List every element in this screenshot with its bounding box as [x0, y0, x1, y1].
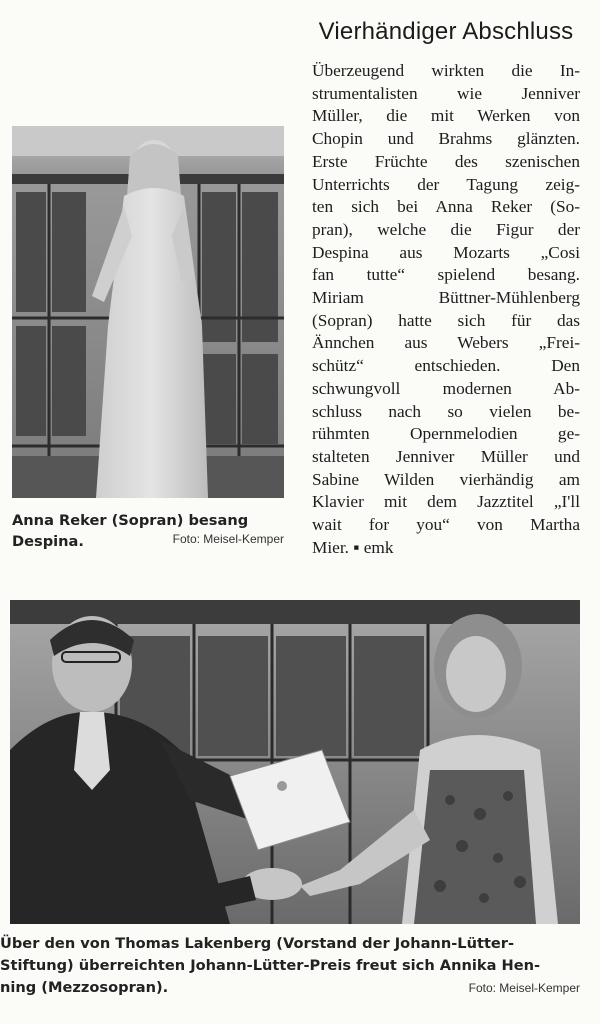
article-line: Überzeugend wirkten die In- [312, 61, 580, 80]
article-headline: Vierhändiger Abschluss [318, 18, 574, 45]
caption-line: Stiftung) überreichten Johann-Lütter-Preis freut sich Annika Hen- [0, 957, 541, 974]
article-body [312, 60, 580, 559]
article-line: Müller, die mit Werken von [312, 106, 580, 126]
article-line: fan tutte“ spielend besang. [312, 265, 580, 285]
article-line: pran), welche die Figur der [312, 219, 580, 239]
article-line: Despina aus Mozarts „Cosi [312, 242, 580, 262]
article-line: wait for you“ von Martha [312, 515, 580, 535]
caption-line: Despina. [12, 533, 84, 550]
caption-line: Anna Reker (Sopran) besang [12, 512, 249, 529]
article-line: Miriam Büttner-Mühlenberg [312, 288, 580, 308]
caption-line: Über den von Thomas Lakenberg (Vorstand der Johann-Lütter- [0, 935, 515, 952]
article-line: Klavier mit dem Jazztitel „I'll [312, 492, 580, 512]
article-line: rühmten Opernmelodien ge- [312, 424, 580, 444]
singer-photo [12, 126, 284, 498]
article-line: Mier. ▪ emk [312, 537, 394, 557]
article-line: (Sopran) hatte sich für das [312, 310, 580, 330]
photo-credit: Foto: Meisel-Kemper [172, 532, 284, 546]
article-line: ten sich bei Anna Reker (So- [312, 197, 580, 217]
award-photo [10, 600, 580, 924]
article-line: Chopin und Brahms glänzten. [312, 129, 580, 149]
article-line: strumentalisten wie Jenniver [312, 83, 580, 103]
article-line: Unterrichts der Tagung zeig- [312, 174, 580, 194]
caption-line: ning (Mezzosopran). [0, 979, 169, 996]
article-line: Ännchen aus Webers „Frei- [312, 333, 580, 353]
photo-credit: Foto: Meisel-Kemper [468, 981, 580, 995]
award-photo-caption [0, 933, 590, 999]
article-line: Sabine Wilden vierhändig am [312, 469, 580, 489]
article-line: schütz“ entschieden. Den [312, 356, 580, 376]
article-line: schwungvoll modernen Ab- [312, 378, 580, 398]
article-line: stalteten Jenniver Müller und [312, 446, 580, 466]
singer-photo-caption [12, 510, 290, 552]
article-line: Erste Früchte des szenischen [312, 151, 580, 171]
article-line: schluss nach so vielen be- [312, 401, 580, 421]
